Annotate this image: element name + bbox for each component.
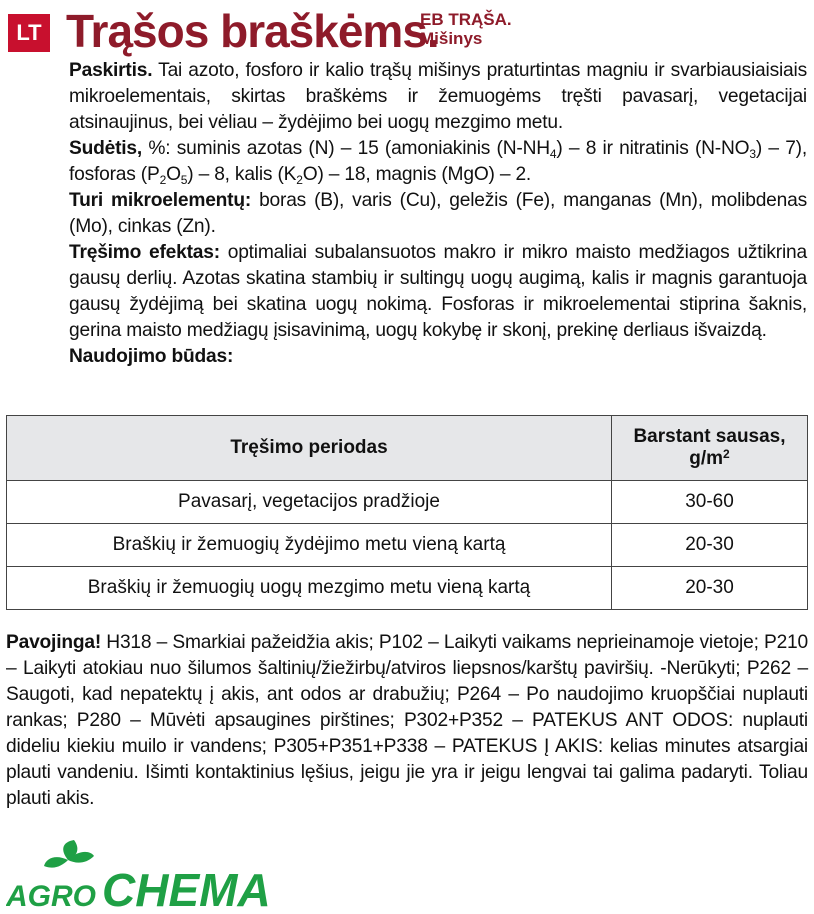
hazard-text: H318 – Smarkiai pažeidžia akis; P102 – Laikyti vaikams neprieinamoje vietoje; P210 – Laikyti atokiau nuo šilumos šaltinių/žiežirbų/atviros liepsnos/karštų paviršių. -Nerūkyti; P262 – Saugoti, kad nepatektų į akis, ant odos ar drabužių; P264 – Po naudojimo kruopščiai nuplauti rankas; P280 – Mūvėti apsaugines pirštines; P302+P352 – PATEKUS ANT ODOS: nuplauti dideliu kiekiu muilo ir vandens; P305+P351+P338 – PATEKUS Į AKIS: kelias minutes atsargiai plauti vandeniu. Išimti kontaktinius lęšius, jeigu jie yra ir jeigu lengvai tai galima padaryti. Toliau plauti akis. — [6, 632, 808, 809]
composition-paragraph — [69, 136, 807, 188]
composition-text: O — [166, 164, 181, 185]
dosage-table — [6, 415, 808, 610]
header-amount-line-2 — [612, 448, 807, 470]
composition-text: ) – 7), fosforas (P — [69, 138, 807, 185]
subscript: 5 — [180, 173, 188, 187]
product-subtitle — [420, 10, 512, 48]
header-amount — [612, 416, 808, 481]
composition-text: O) – 18, magnis (MgO) – 2. — [302, 164, 532, 185]
header — [8, 5, 808, 57]
row-period: Pavasarį, vegetacijos pradžioje — [7, 481, 612, 524]
row-amount: 30-60 — [612, 481, 808, 524]
row-period: Braškių ir žemuogių žydėjimo metu vieną kartą — [7, 524, 612, 567]
table-row — [7, 567, 808, 610]
subscript: 3 — [749, 147, 756, 161]
subscript: 4 — [549, 147, 557, 161]
effect-text: optimaliai subalansuotos makro ir mikro maisto medžiagos užtikrina gausų derlių. Azotas skatina stambių ir sultingų uogų augimą, kalis ir magnis garantuoja gausų žydėjimą bei skatina uogų nokimą. Fosforas ir mikroelementai stiprina šaknis, gerina maisto medžiagų įsisavinimą, uogų kokybę ir skonį, prekinę derliaus išvaizdą. — [69, 242, 807, 341]
effect-label: Tręšimo efektas: — [69, 242, 220, 263]
composition-text: ) – 8 ir nitratinis (N-NO — [556, 138, 750, 159]
leaf-icon — [44, 840, 94, 868]
row-amount: 20-30 — [612, 567, 808, 610]
unit-text: g/m — [689, 448, 724, 469]
effect-paragraph — [69, 240, 807, 344]
composition-text: ) – 8, kalis (K — [187, 164, 297, 185]
micro-label: Turi mikroelementų: — [69, 190, 252, 211]
purpose-text: Tai azoto, fosforo ir kalio trąšų mišinys praturtintas magniu ir svarbiausiaisiais mikroelementais, skirtas braškėms ir žemuogėms tręšti pavasarį, vegetacijai atsinaujinus, bei vėliau – žydėjimo bei uogų mezgimo metu. — [69, 60, 807, 133]
logo-chema-text: CHEMA — [102, 864, 271, 910]
micro-paragraph — [69, 188, 807, 240]
usage-paragraph — [69, 344, 807, 370]
table-row — [7, 524, 808, 567]
usage-label: Naudojimo būdas: — [69, 346, 234, 367]
subtitle-line-1: EB TRĄŠA. — [420, 10, 512, 29]
subscript: 2 — [159, 173, 167, 187]
purpose-label: Paskirtis. — [69, 60, 153, 81]
table-header-row — [7, 416, 808, 481]
unit-superscript: 2 — [723, 447, 730, 461]
composition-label: Sudėtis, — [69, 138, 143, 159]
hazard-statement — [6, 630, 808, 812]
purpose-paragraph — [69, 58, 807, 136]
header-amount-line-1: Barstant sausas, — [633, 426, 786, 447]
composition-text: %: suminis azotas (N) – 15 (amoniakinis (N-NH — [142, 138, 550, 159]
product-description — [69, 58, 807, 370]
language-badge: LT — [8, 14, 50, 52]
agrochema-logo — [6, 840, 306, 910]
row-amount: 20-30 — [612, 524, 808, 567]
table-row — [7, 481, 808, 524]
product-title: Trąšos braškėms. — [66, 5, 439, 57]
micro-text: boras (B), varis (Cu), geležis (Fe), manganas (Mn), molibdenas (Mo), cinkas (Zn). — [69, 190, 807, 237]
subtitle-line-2: Mišinys — [420, 29, 483, 48]
hazard-label: Pavojinga! — [6, 632, 102, 653]
logo-agro-text: AGRO — [6, 880, 96, 910]
row-period: Braškių ir žemuogių uogų mezgimo metu vieną kartą — [7, 567, 612, 610]
header-period: Tręšimo periodas — [7, 416, 612, 481]
subscript: 2 — [296, 173, 303, 187]
